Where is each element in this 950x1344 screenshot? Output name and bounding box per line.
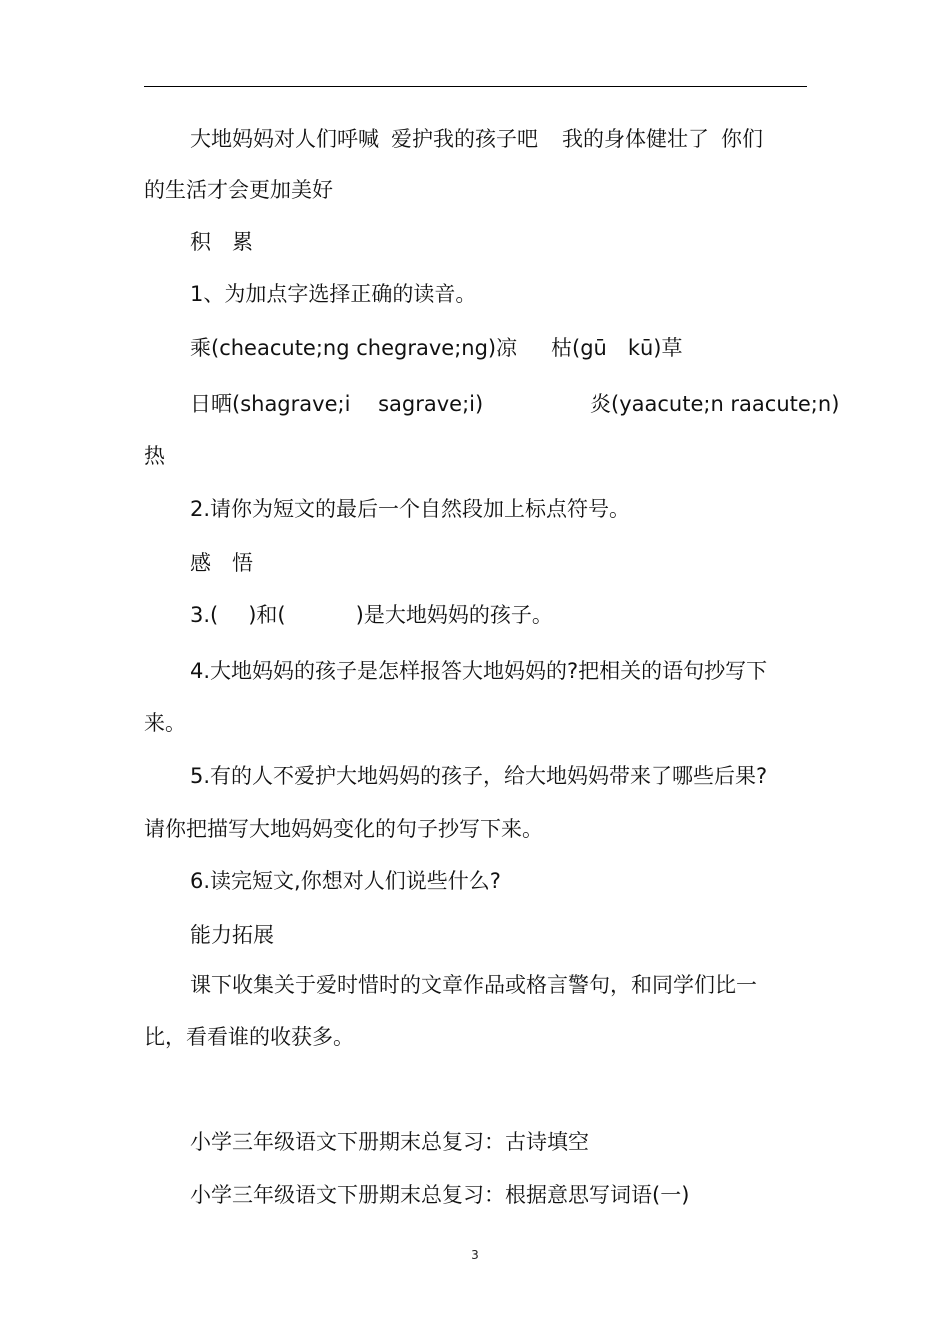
- text-segment: )和(: [248, 603, 286, 627]
- paragraph-line: 课下收集关于爱时惜时的文章作品或格言警句，和同学们比一: [190, 973, 757, 997]
- pinyin-item: 日晒(shagrave;i sagrave;i): [190, 392, 484, 416]
- section-heading: [190, 548, 253, 578]
- pinyin-item: 乘(cheacute;ng chegrave;ng)凉: [190, 336, 518, 360]
- section-heading: 能力拓展: [190, 923, 274, 947]
- question-2: 2.请你为短文的最后一个自然段加上标点符号。: [190, 497, 631, 521]
- pinyin-item: 枯(gū kū)草: [551, 336, 683, 360]
- question-1: 1、为加点字选择正确的读音。: [190, 282, 477, 306]
- pinyin-item: 炎(yaacute;n raacute;n): [590, 392, 840, 416]
- text-segment: )是大地妈妈的孩子。: [355, 603, 553, 627]
- heading-char: 累: [232, 230, 253, 254]
- paragraph-line: [190, 124, 763, 154]
- heading-char: 积: [190, 230, 211, 254]
- question-4: 4.大地妈妈的孩子是怎样报答大地妈妈的?把相关的语句抄写下: [190, 659, 768, 683]
- text-segment: 3.(: [190, 603, 219, 627]
- related-article-link[interactable]: 小学三年级语文下册期末总复习：古诗填空: [190, 1130, 589, 1154]
- question-4-continuation: 来。: [144, 711, 186, 735]
- section-heading: [190, 227, 253, 257]
- heading-char: 感: [190, 551, 211, 575]
- text-segment: 爱护我的孩子吧: [391, 127, 538, 151]
- pinyin-item-continuation: 热: [144, 444, 165, 468]
- paragraph-line: 比，看看谁的收获多。: [144, 1025, 354, 1049]
- text-segment: 大地妈妈对人们呼喊: [190, 127, 379, 151]
- heading-char: 悟: [232, 551, 253, 575]
- paragraph-line: 的生活才会更加美好: [144, 178, 333, 202]
- related-article-link[interactable]: 小学三年级语文下册期末总复习：根据意思写词语(一): [190, 1183, 690, 1207]
- question-5: 5.有的人不爱护大地妈妈的孩子，给大地妈妈带来了哪些后果?: [190, 764, 768, 788]
- text-segment: 你们: [721, 127, 763, 151]
- question-6: 6.读完短文,你想对人们说些什么?: [190, 869, 501, 893]
- question-3: [190, 600, 553, 630]
- page-number: 3: [471, 1248, 479, 1262]
- question-5-continuation: 请你把描写大地妈妈变化的句子抄写下来。: [144, 817, 543, 841]
- text-segment: 我的身体健壮了: [562, 127, 709, 151]
- header-rule: [144, 86, 807, 87]
